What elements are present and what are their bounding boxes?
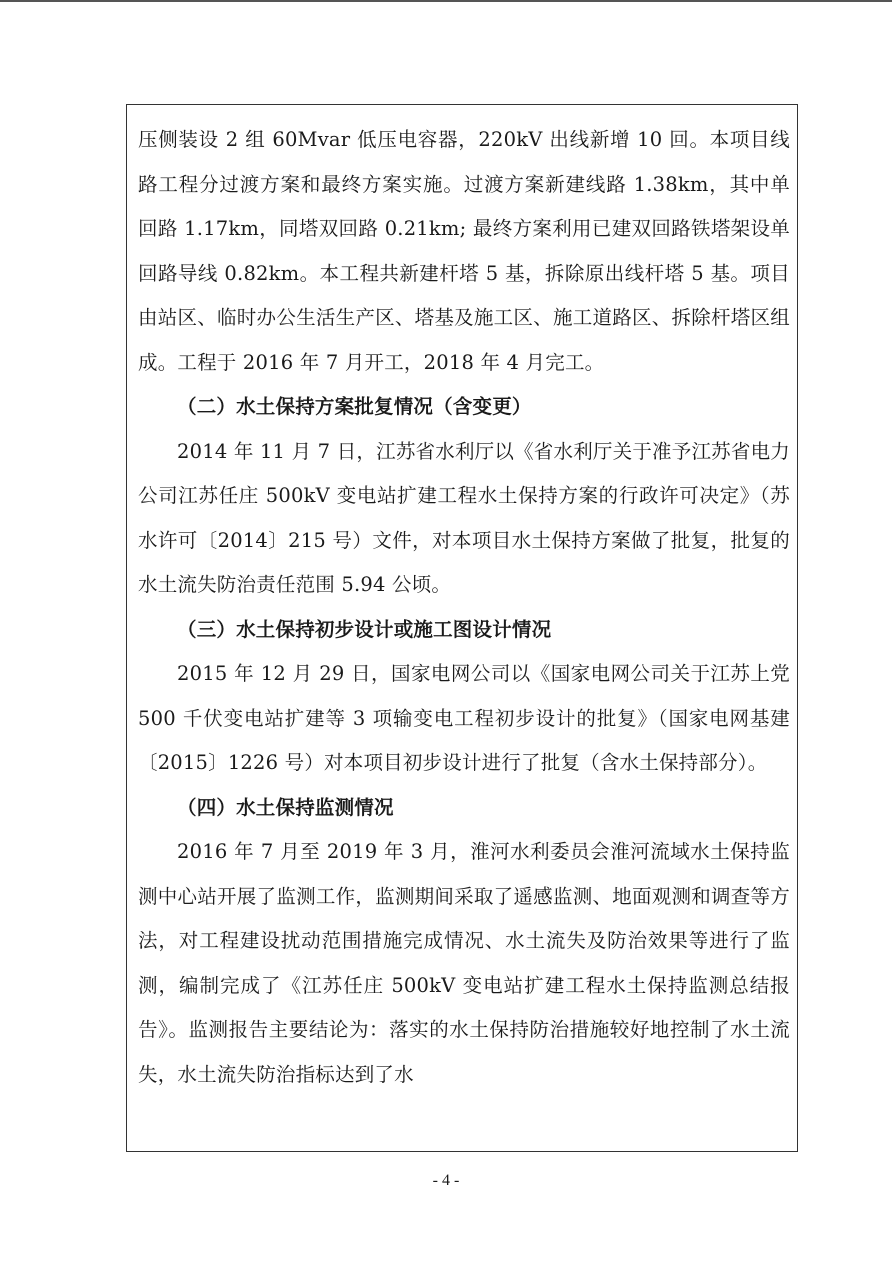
top-border-line [0,0,892,2]
document-body [138,118,790,1097]
body-paragraph-4: 2016 年 7 月至 2019 年 3 月，淮河水利委员会淮河流域水土保持监测中心站开展了监测工作，监测期间采取了遥感监测、地面观测和调查等方法，对工程建设扰动范围措施完成情况、水土流失及防治效果等进行了监测，编制完成了《江苏任庄 500kV 变电站扩建工程水土保持监测总结报告》。监测报告主要结论为：落实的水土保持防治措施较好地控制了水土流失，水土流失防治指标达到了水 [138,840,790,1086]
section-heading-2: （二）水土保持方案批复情况（含变更） [177,395,532,418]
section-heading-4: （四）水土保持监测情况 [177,795,394,819]
body-paragraph-3: 2015 年 12 月 29 日，国家电网公司以《国家电网公司关于江苏上党 500 千伏变电站扩建等 3 项输变电工程初步设计的批复》（国家电网基建〔2015〕1226 号）对本项目初步设计进行了批复（含水土保持部分）。 [138,662,790,774]
section-heading-3: （三）水土保持初步设计或施工图设计情况 [177,617,552,641]
document-frame [126,104,798,1152]
body-paragraph-1: 压侧装设 2 组 60Mvar 低压电容器，220kV 出线新增 10 回。本项目线路工程分过渡方案和最终方案实施。过渡方案新建线路 1.38km，其中单回路 1.17km，同塔双回路 0.21km; 最终方案利用已建双回路铁塔架设单回路导线 0.82km。本工程共新建杆塔 5 基，拆除原出线杆塔 5 基。项目由站区、临时办公生活生产区、塔基及施工区、施工道路区、拆除杆塔区组成。工程于 2016 年 7 月开工，2018 年 4 月完工。 [138,128,790,374]
page-number: - 4 - [432,1172,460,1189]
body-paragraph-2: 2014 年 11 月 7 日，江苏省水利厅以《省水利厅关于准予江苏省电力公司江苏任庄 500kV 变电站扩建工程水土保持方案的行政许可决定》（苏水许可〔2014〕215 号）文件，对本项目水土保持方案做了批复，批复的水土流失防治责任范围 5.94 公顷。 [138,439,790,596]
